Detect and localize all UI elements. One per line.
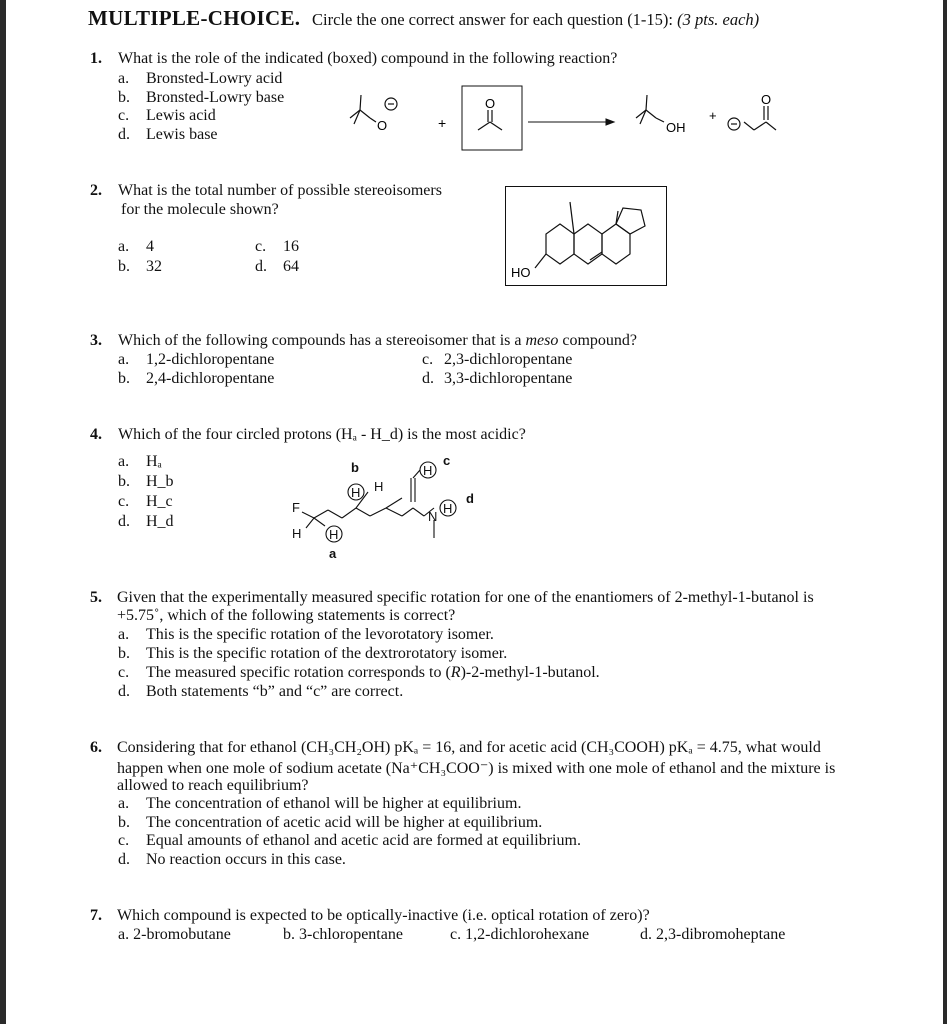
q7-option-a[interactable] [118, 926, 231, 944]
q7-option-c-label: c. [450, 926, 462, 943]
q7-option-a-label: a. [118, 926, 130, 943]
tert-butoxide-structure [350, 95, 397, 124]
q5-option-d[interactable] [118, 683, 403, 701]
h-circled-d: H [443, 501, 453, 516]
q2-steroid-structure [505, 186, 667, 286]
q7-option-b-text: 3-chloropentane [299, 926, 403, 943]
q6-option-b-text: The concentration of acetic acid will be higher at equilibrium. [146, 814, 543, 831]
label-a: a [329, 546, 337, 561]
h-plain-2: H [374, 479, 384, 494]
q2-option-d[interactable] [255, 258, 299, 276]
q3-option-d-label: d. [422, 370, 434, 387]
q1-option-a[interactable] [118, 70, 282, 88]
q6-option-d-label: d. [118, 851, 130, 868]
q4-option-b[interactable] [118, 473, 174, 491]
q7-option-c-text: 1,2-dichlorohexane [465, 926, 590, 943]
q6-option-d[interactable] [118, 851, 346, 869]
q5-number: 5. [90, 589, 102, 606]
window-frame-right [943, 0, 947, 1024]
q3-option-b-text: 2,4-dichloropentane [146, 370, 275, 387]
plus-sign-2: + [709, 108, 717, 123]
q6-option-c-text: Equal amounts of ethanol and acetic acid are formed at equilibrium. [146, 832, 581, 849]
q6-option-b[interactable] [118, 814, 542, 832]
section-title: MULTIPLE-CHOICE. [88, 6, 301, 30]
h-circled-a: H [329, 527, 339, 542]
q2-option-d-text: 64 [283, 258, 299, 275]
q7-number: 7. [90, 907, 102, 924]
q6-text-line2: happen when one mole of sodium acetate (Na⁺CH₃COO⁻) is mixed with one mole of ethanol and the mixture is [117, 760, 836, 777]
instruction-text: Circle the one correct answer for each question (1-15): [312, 10, 674, 29]
q5-option-d-text: Both statements “b” and “c” are correct. [146, 683, 404, 700]
q5-option-c-text-italic: R [450, 664, 461, 681]
q5-text-line2: +5.75˚, which of the following statements is correct? [117, 607, 456, 624]
q2-option-a-text: 4 [146, 238, 154, 255]
q3-option-a-label: a. [118, 351, 130, 368]
q7-text: Which compound is expected to be optically-inactive (i.e. optical rotation of zero)? [117, 907, 650, 924]
q6-number: 6. [90, 739, 102, 756]
q4-option-b-label: b. [118, 473, 130, 490]
q5-option-b[interactable] [118, 645, 507, 663]
q5-option-c-text-after: )-2-methyl-1-butanol. [460, 664, 600, 681]
label-d: d [466, 491, 474, 506]
tert-butanol-structure [636, 95, 664, 124]
q5-option-a-text: This is the specific rotation of the levorotatory isomer. [146, 626, 494, 643]
window-frame-left [0, 0, 6, 1024]
q4-option-c-label: c. [118, 493, 130, 510]
hydroxyl-label: HO [511, 265, 531, 280]
q7-option-c[interactable] [450, 926, 589, 944]
q4-option-c[interactable] [118, 493, 173, 511]
q5-option-c-label: c. [118, 664, 130, 681]
q6-option-a-text: The concentration of ethanol will be higher at equilibrium. [146, 795, 522, 812]
q5-option-a-label: a. [118, 626, 130, 643]
q4-option-a-label: a. [118, 453, 130, 470]
q1-option-b-text: Bronsted-Lowry base [146, 89, 285, 106]
q1-option-b-label: b. [118, 89, 130, 106]
q3-option-a-text: 1,2-dichloropentane [146, 351, 275, 368]
q4-option-c-text: H_c [146, 493, 173, 510]
label-b: b [351, 460, 359, 475]
q2-option-a[interactable] [118, 238, 154, 256]
q6-option-c[interactable] [118, 832, 581, 850]
q6-text-line1: Considering that for ethanol (CH₃CH₂OH) pKₐ = 16, and for acetic acid (CH₃COOH) pKₐ = 4.75, what would [117, 739, 821, 756]
q2-option-a-label: a. [118, 238, 130, 255]
q4-option-d-label: d. [118, 513, 130, 530]
q3-option-d[interactable] [422, 370, 572, 388]
acetone-o-label: O [485, 96, 496, 111]
q1-option-c[interactable] [118, 107, 216, 125]
q4-number: 4. [90, 426, 102, 443]
q3-option-b[interactable] [118, 370, 274, 388]
q7-option-d-text: 2,3-dibromoheptane [656, 926, 786, 943]
q3-option-d-text: 3,3-dichloropentane [444, 370, 573, 387]
q7-option-b[interactable] [283, 926, 403, 944]
q3-option-b-label: b. [118, 370, 130, 387]
q7-option-d[interactable] [640, 926, 785, 944]
q6-option-a-label: a. [118, 795, 130, 812]
q2-option-b-text: 32 [146, 258, 162, 275]
q5-option-c-text-before: The measured specific rotation corresponds to ( [146, 664, 451, 681]
label-c: c [443, 453, 451, 468]
q1-reaction-scheme [330, 80, 800, 160]
nitrogen-label: N [428, 509, 438, 524]
plus-sign-1: + [438, 115, 447, 131]
q2-text-line2: for the molecule shown? [121, 201, 279, 218]
q2-option-b[interactable] [118, 258, 162, 276]
enolate-o-label: O [761, 92, 772, 107]
alcohol-oh-label: OH [666, 120, 686, 135]
q1-option-d-text: Lewis base [146, 126, 218, 143]
q4-option-d-text: H_d [146, 513, 174, 530]
q1-option-a-text: Bronsted-Lowry acid [146, 70, 283, 87]
q1-option-d[interactable] [118, 126, 218, 144]
q5-option-b-text: This is the specific rotation of the dextrorotatory isomer. [146, 645, 508, 662]
q2-text-line1: What is the total number of possible stereoisomers [118, 182, 442, 199]
q5-option-a[interactable] [118, 626, 494, 644]
q3-text-before: Which of the following compounds has a stereoisomer that is a [118, 332, 522, 349]
h-circled-b: H [351, 485, 361, 500]
h-plain-1: H [292, 526, 302, 541]
q1-option-c-label: c. [118, 107, 130, 124]
q4-molecule-structure [280, 450, 500, 562]
q2-option-c-text: 16 [283, 238, 299, 255]
q1-text: What is the role of the indicated (boxed) compound in the following reaction? [118, 50, 618, 67]
enolate-structure [728, 106, 776, 130]
acetone-structure [478, 110, 502, 130]
q5-option-b-label: b. [118, 645, 130, 662]
q3-text-after: compound? [562, 332, 638, 349]
q1-option-a-label: a. [118, 70, 130, 87]
q2-option-d-label: d. [255, 258, 267, 275]
q6-option-d-text: No reaction occurs in this case. [146, 851, 346, 868]
q2-option-b-label: b. [118, 258, 130, 275]
q6-option-c-label: c. [118, 832, 130, 849]
points-note: (3 pts. each) [677, 10, 760, 29]
q5-option-d-label: d. [118, 683, 130, 700]
q1-option-b[interactable] [118, 89, 284, 107]
alkoxide-o-label: O [377, 118, 388, 133]
q3-text [118, 332, 637, 350]
q6-option-a[interactable] [118, 795, 521, 813]
fluorine-label: F [292, 500, 300, 515]
q1-option-d-label: d. [118, 126, 130, 143]
q3-option-c[interactable] [422, 351, 572, 369]
q1-option-c-text: Lewis acid [146, 107, 216, 124]
q4-option-a-text: Hₐ [146, 453, 162, 470]
q5-text-line1: Given that the experimentally measured specific rotation for one of the enantiomers of 2-methyl-1-butanol is [117, 589, 814, 606]
q3-option-c-label: c. [422, 351, 434, 368]
section-instruction [312, 10, 759, 30]
q2-number: 2. [90, 182, 102, 199]
q7-option-d-label: d. [640, 926, 652, 943]
reaction-arrow [528, 119, 614, 125]
q4-option-b-text: H_b [146, 473, 174, 490]
q3-option-a[interactable] [118, 351, 274, 369]
q4-text: Which of the four circled protons (Hₐ - H_d) is the most acidic? [118, 426, 526, 443]
q6-text-line3: allowed to reach equilibrium? [117, 777, 309, 794]
q4-option-a[interactable] [118, 453, 162, 471]
q2-option-c[interactable] [255, 238, 299, 256]
q7-option-b-label: b. [283, 926, 295, 943]
q3-option-c-text: 2,3-dichloropentane [444, 351, 573, 368]
q6-option-b-label: b. [118, 814, 130, 831]
q4-option-d[interactable] [118, 513, 174, 531]
q1-number: 1. [90, 50, 102, 67]
q3-number: 3. [90, 332, 102, 349]
q5-option-c[interactable] [118, 664, 600, 682]
h-circled-c: H [423, 463, 433, 478]
q3-text-italic: meso [525, 332, 559, 349]
q7-option-a-text: 2-bromobutane [133, 926, 231, 943]
q2-option-c-label: c. [255, 238, 267, 255]
